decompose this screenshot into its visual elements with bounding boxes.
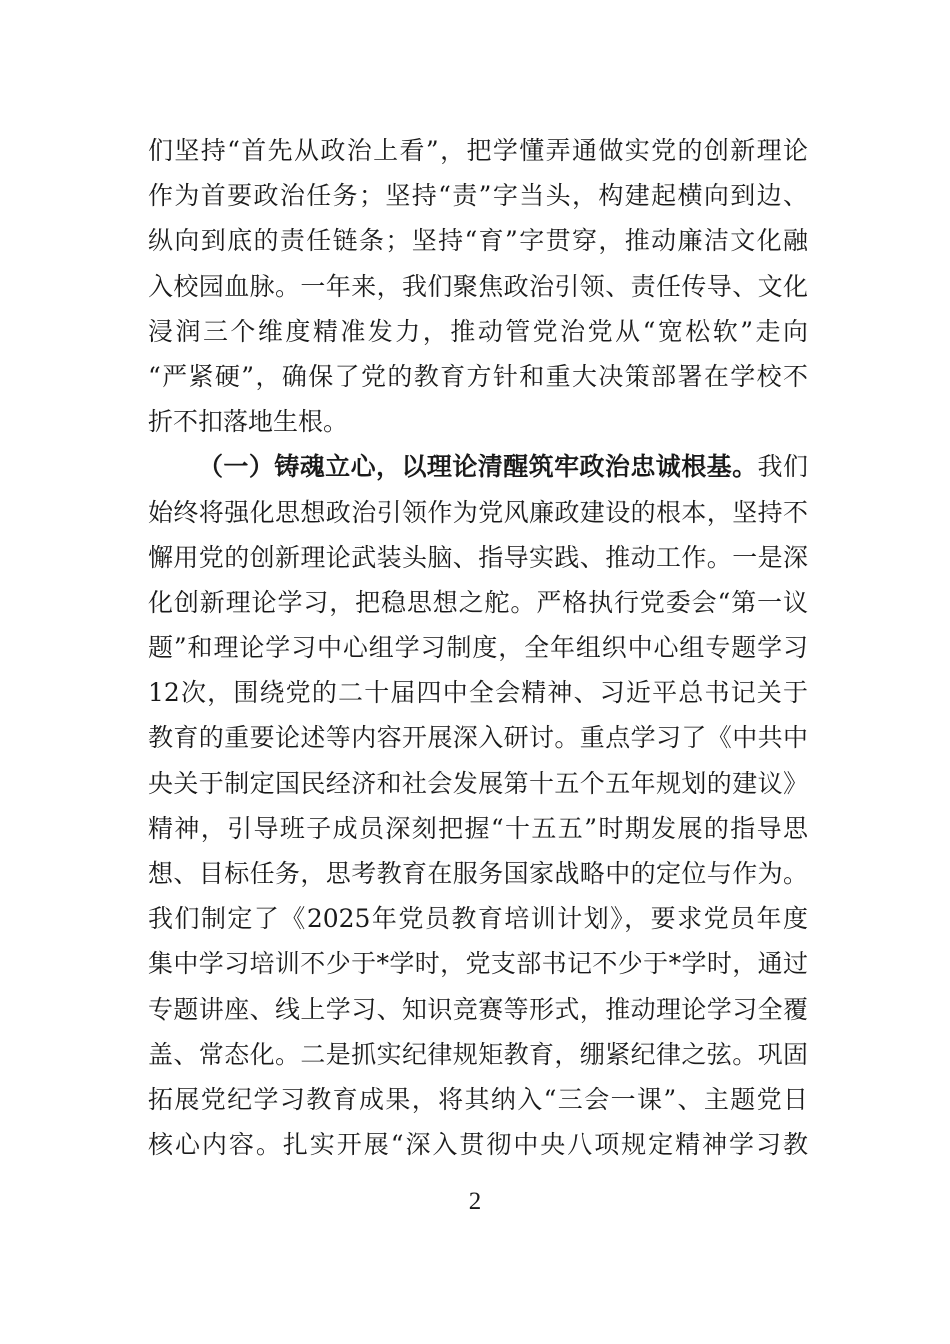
text-line: 央关于制定国民经济和社会发展第十五个五年规划的建议》 xyxy=(148,768,808,798)
text-line: 浸润三个维度精准发力，推动管党治党从“宽松软”走向 xyxy=(148,316,808,346)
text-line: 题”和理论学习中心组学习制度，全年组织中心组专题学习 xyxy=(148,633,808,663)
body-text xyxy=(148,128,808,1167)
text-line: 想、目标任务，思考教育在服务国家战略中的定位与作为。 xyxy=(148,859,808,888)
page-number: 2 xyxy=(468,1188,482,1215)
section-heading: （一）铸魂立心，以理论清醒筑牢政治忠诚根基。 xyxy=(198,452,758,482)
text-line: 拓展党纪学习教育成果，将其纳入“三会一课”、主题党日 xyxy=(148,1084,808,1114)
text-line: 12次，围绕党的二十届四中全会精神、习近平总书记关于 xyxy=(148,678,808,708)
text-line: 懈用党的创新理论武装头脑、指导实践、推动工作。一是深 xyxy=(148,542,808,572)
text-line: 集中学习培训不少于*学时，党支部书记不少于*学时，通过 xyxy=(148,949,808,979)
text-line: 折不扣落地生根。 xyxy=(148,407,349,437)
text-line: 化创新理论学习，把稳思想之舵。严格执行党委会“第一议 xyxy=(148,587,808,617)
text-line: 专题讲座、线上学习、知识竞赛等形式，推动理论学习全覆 xyxy=(148,994,808,1024)
text-line: 核心内容。扎实开展“深入贯彻中央八项规定精神学习教 xyxy=(148,1130,808,1160)
text-line: 精神，引导班子成员深刻把握“十五五”时期发展的指导思 xyxy=(148,813,808,843)
text-line: 入校园血脉。一年来，我们聚焦政治引领、责任传导、文化 xyxy=(148,271,808,301)
text-line: 始终将强化思想政治引领作为党风廉政建设的根本，坚持不 xyxy=(148,497,808,527)
section-heading-line xyxy=(148,444,808,489)
text-line: 纵向到底的责任链条；坚持“育”字贯穿，推动廉洁文化融 xyxy=(148,226,808,256)
text-line: 教育的重要论述等内容开展深入研讨。重点学习了《中共中 xyxy=(148,723,808,753)
section-first-line-rest: 我们 xyxy=(757,452,808,482)
text-line: 作为首要政治任务；坚持“责”字当头，构建起横向到边、 xyxy=(148,181,808,211)
text-line: 我们制定了《2025年党员教育培训计划》，要求党员年度 xyxy=(148,904,808,934)
text-line: “严紧硬”，确保了党的教育方针和重大决策部署在学校不 xyxy=(148,361,808,391)
text-line: 盖、常态化。二是抓实纪律规矩教育，绷紧纪律之弦。巩固 xyxy=(148,1039,808,1069)
text-line: 们坚持“首先从政治上看”，把学懂弄通做实党的创新理论 xyxy=(148,136,808,165)
